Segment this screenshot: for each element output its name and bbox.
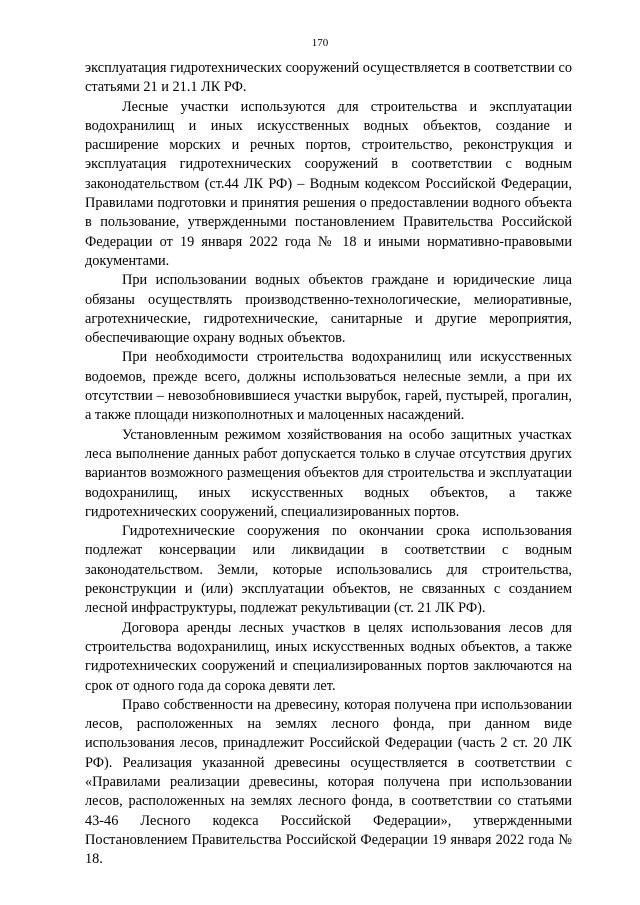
paragraph: Установленным режимом хозяйствования на особо защитных участках леса выполнение данных работ допускается только в случае отсутствия других вариантов возможного размещения объектов для строительства и эксплуатации водохранилищ, иных искусственных водных объектов, а также гидротехнических сооружений, специализированных портов. (85, 426, 572, 520)
paragraph: эксплуатация гидротехнических сооружений осуществляется в соответствии со статьями 21 и 21.1 ЛК РФ. (85, 60, 572, 96)
paragraph: Договора аренды лесных участков в целях использования лесов для строительства водохранилищ, иных искусственных водных объектов, а также гидротехнических сооружений и специализированных портов заключаются на срок от одного года да сорока девяти лет. (85, 619, 572, 694)
body-text (85, 59, 572, 869)
paragraph: Лесные участки используются для строительства и эксплуатации водохранилищ и иных искусственных водных объектов, создание и расширение морских и речных портов, строительство, реконструкция и эксплуатация гидротехнических сооружений в соответствии с водным законодательством (ст.44 ЛК РФ) – Водным кодексом Российской Федерации, Правилами подготовки и принятия решения о предоставлении водного объекта в пользование, утвержденными постановлением Правительства Российской Федерации от 19 января 2022 года № 18 и иными нормативно-правовыми документами. (85, 98, 572, 269)
paragraph: Право собственности на древесину, которая получена при использовании лесов, расположенных на землях лесного фонда, при данном виде использования лесов, принадлежит Российской Федерации (часть 2 ст. 20 ЛК РФ). Реализация указанной древесины осуществляется в соответствии с «Правилами реализации древесины, которая получена при использовании лесов, расположенных на землях лесного фонда, в соответствии со статьями 43-46 Лесного кодекса Российской Федерации», утвержденными Постановлением Правительства Российской Федерации 19 января 2022 года № 18. (85, 696, 572, 868)
paragraph: При необходимости строительства водохранилищ или искусственных водоемов, прежде всего, должны использоваться нелесные земли, а при их отсутствии – невозобновившиеся участки вырубок, гарей, пустырей, прогалин, а также площади низкополнотных и малоценных насаждений. (85, 349, 572, 424)
page-number: 170 (311, 37, 329, 49)
paragraph: При использовании водных объектов граждане и юридические лица обязаны осуществлять производственно-технологические, мелиоративные, агротехнические, гидротехнические, санитарные и другие мероприятия, обеспечивающие охрану водных объектов. (85, 272, 572, 347)
paragraph: Гидротехнические сооружения по окончании срока использования подлежат консервации или ликвидации в соответствии с водным законодательством. Земли, которые использовались для строительства, реконструкции и (или) эксплуатации объектов, не связанных с созданием лесной инфраструктуры, подлежат рекультивации (ст. 21 ЛК РФ). (85, 523, 572, 617)
